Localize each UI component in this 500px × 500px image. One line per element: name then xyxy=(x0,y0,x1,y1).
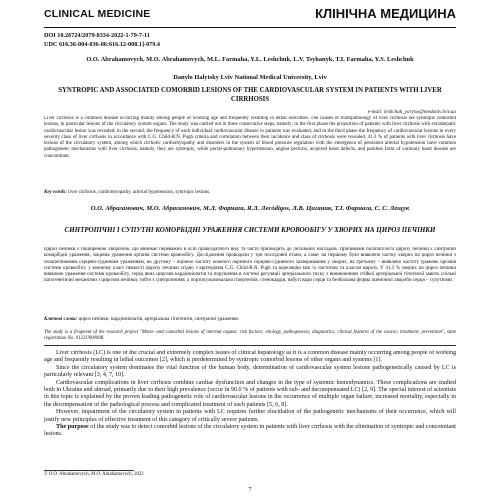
footer-divider xyxy=(44,470,134,471)
contact-email[interactable]: e-mail: leshchuk_yaryna@meduniv.lviv.ua xyxy=(367,109,456,115)
purpose-label: The purpose xyxy=(56,424,89,431)
doi[interactable]: DOI 10.26724/2079-8334-2022-1-79-7-11 xyxy=(44,32,150,39)
keywords-en-text: liver cirrhosis, cardiomyopathy, arterial hypotension, syntropic lesions. xyxy=(68,190,211,195)
authors-uk: О.О. Абрагамович, М.О. Абрагамович, М.Л. Фармага, Я.Л. Леcódigos, Л.В. Циганик, Т.І. Фармага, Є. С. Лещук xyxy=(90,205,410,212)
section-title-en: CLINICAL MEDICINE xyxy=(44,8,151,20)
body-paragraph: Cardiovascular complications in liver cirrhosis combine cardiac dysfunction and changes in the type of systemic hemodynamics. These complications are studied both in Ukraine and abroad, primarily due to their high prevalence (occur in 90.0 % of patients with sub- and decompensated LC) [2, 9]. The special interest of scientists in this topic is explained by the proven leading pathogenetic role of cardiovascular lesions in the occurrence of multiple organ failure, increased mortality, especially in the decompensation of the pathological process and complicated treatment of such patients [5, 6, 8]. xyxy=(44,379,456,408)
keywords-en xyxy=(44,190,456,196)
authors-en: O.O. Abrahamovych, M.O. Abrahamovych, M.L. Farmaha, Y.L. Leshchuk, L.V. Tsyhanyk, T.I. Farmaha, Y.S. Leshchuk xyxy=(86,56,414,63)
funding-note: The study is a fragment of the research project "Mono- and comorbid lesions of internal organs: risk factors; etiology, pathogenesis; diagnostics; clinical features of the course; treatment; prevention", state registration No. 0122U000008. xyxy=(44,330,456,341)
abstract-uk xyxy=(44,247,456,315)
keywords-en-label: Key words: xyxy=(44,190,67,195)
affiliation-en: Danylo Halytsky Lviv National Medical University, Lviv xyxy=(173,74,327,81)
note-divider xyxy=(44,345,456,346)
journal-header xyxy=(44,6,456,28)
copyright: © O.O. Abrahamovych, M.O. Abrahamovych, 2022 xyxy=(44,472,144,477)
purpose-text: of the study was to detect comorbid lesions of the circulatory system in patients with liver cirrhosis with the elimination of syntropic and concomitant lesions. xyxy=(44,424,456,438)
abstract-en-text: Liver cirrhosis is a common disease occurring mainly among people of working age and frequently resulting in lethal outcomes. The causes of multipathology of liver cirrhosis are syntropic comorbid lesions, in particular lesions of the circulatory system organs. The study was carried out in three consecutive steps, namely: in the first phase the proportion of patients with liver cirrhosis with extrahepatic cardiovascular lesion was revealed, in the second, the frequency of each individual cardiovascular disease in patients was evaluated, and in the third phase the frequency of cardiovascular lesions in every severity class of liver cirrhosis in accordance with C.G. Child-R.N. Pugh criteria and correlation between their incidence and class of cirrhosis were revealed. 41.3 % of patients with liver cirrhosis have lesions of the circulatory system, among which cirrhotic cardiomyopathy and disorders in the system of blood pressure regulation with the emergence of persistent arterial hypotension have common pathogenetic mechanisms with liver cirrhosis, namely, they are syntropic, while portal-pulmonary hypertension, angina pectoris, acquired heart defects, and painless form of coronary heart disease are concomitant. xyxy=(44,116,456,159)
body-paragraph: Liver cirrhosis (LC) is one of the crucial and extremely complex issues of clinical hepatology as it is a common disease mainly occurring among people of working age and frequently resulting in lethal outcomes [2], which is predetermined by syntropic comorbid lesions of other organs and systems [1]. xyxy=(44,350,456,364)
abstract-en xyxy=(44,116,456,188)
article-title-en: SYNTROPIC AND ASSOCIATED COMORBID LESIONS OF THE CARDIOVASCULAR SYSTEM IN PATIENTS WITH LIVER CIRRHOSIS xyxy=(58,87,442,103)
section-title-uk: КЛІНІЧНА МЕДИЦИНА xyxy=(315,6,456,21)
udc: UDC 616.36-004-036-06:616.12-008.1]-079.4 xyxy=(44,40,161,48)
purpose-paragraph xyxy=(44,424,456,439)
page-number: 7 xyxy=(248,486,252,493)
body-paragraph: However, impairment of the circulatory system in patients with LC requires further elucidation of the pathogenetic mechanisms of their occurrence, which will justify new principles of effective treatment of this category of critically severe patients. xyxy=(44,409,456,423)
abstract-uk-text: Цироз печінки є поширеною хворобою, що виникає переважно в осіб працездатного віку та часто призводить до летальних наслідків. Причинами поліпатології цирозу печінки є синтропні коморбідні ураження, зокрема ураження органів системи кровообігу. Дослідження проводили у три послідовні етапи, а саме: на першому було виявлено частку хворих на цироз печінки з позапечінковим серцево-судинним ураженням, на другому – оцінено частоту кожного окремого серцево-судинного захворювання у хворих, на третьому – виявлено частоту уражень органів системи кровообігу у кожному класі тяжкості цирозу печінки згідно з критеріями C.G. Child-R.N. Pugh та кореляцію між їх частотою та класом цирозу. У 41,3 % хворих на цироз печінки виявлено ураження системи кровообігу, серед яких цирозна кардіоміопатія та порушення в системі регуляції артеріального тиску з виникненням стійкої артеріальної гіпотензії мають спільні патогенетичні механізми з цирозом печінки, тобто є синтропними, а портопульмональна гіпертензія, стенокардія, набуті вади серця та безбольова форма ішемічної хвороби серця – супутніми. xyxy=(44,247,456,284)
article-title-uk: СИНТРОПІЧНІ І СУПУТНІ КОМОРБІДНІ УРАЖЕННЯ СИСТЕМИ КРОВООБІГУ У ХВОРИХ НА ЦИРОЗ ПЕЧІНКИ xyxy=(64,226,436,234)
keywords-uk-text: цироз печінки, кардіоміопатія, артеріальна гіпотензія, синтропні ураження. xyxy=(78,317,239,322)
keywords-uk xyxy=(44,317,456,323)
header-divider xyxy=(44,27,456,28)
keywords-uk-label: Ключові слова: xyxy=(44,317,78,322)
body-paragraph: Since the circulatory system dominates the vital function of the human body, determination of cardiovascular system lesions pathogenetically caused by LC is particularly relevant [3, 4, 7, 10]. xyxy=(44,364,456,379)
article-body xyxy=(44,350,456,465)
article-metadata xyxy=(44,32,160,49)
